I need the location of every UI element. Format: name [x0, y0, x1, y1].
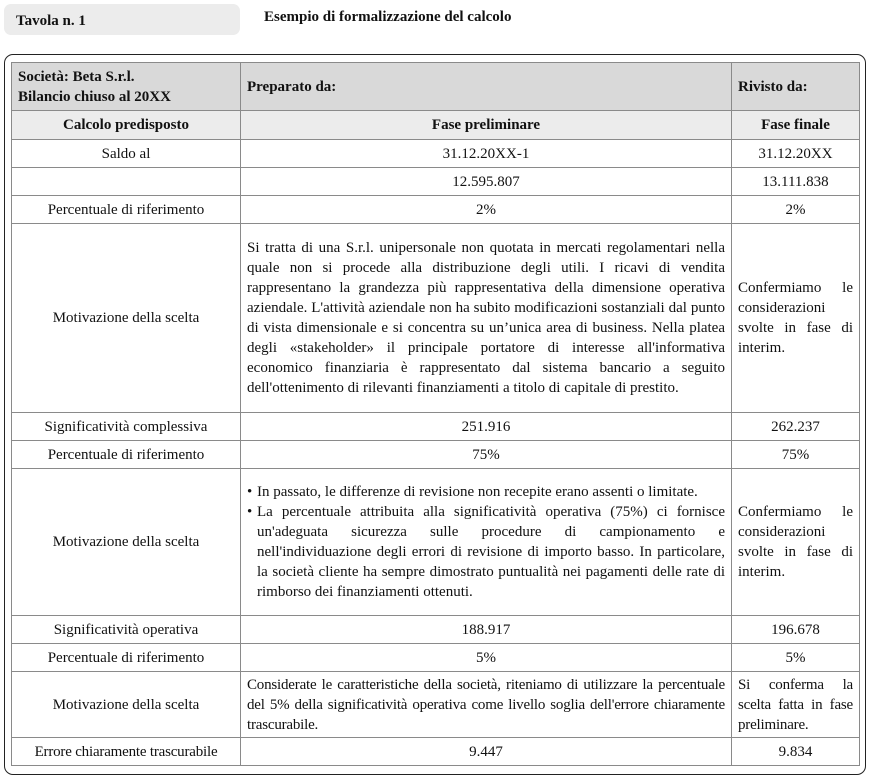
table-row [12, 644, 860, 672]
prepared-by-cell: Preparato da: [241, 63, 732, 111]
row-label: Motivazione della scelta [12, 672, 241, 738]
column-header-row [12, 111, 860, 140]
table-number-label: Tavola n. 1 [16, 13, 86, 29]
finale-value: 5% [732, 644, 860, 672]
table-row [12, 441, 860, 469]
finale-value: 13.111.838 [732, 168, 860, 196]
table-row [12, 140, 860, 168]
bullet-item: • In passato, le differenze di revisione non recepite erano assenti o limitate. [247, 482, 725, 502]
row-label: Percentuale di riferimento [12, 441, 241, 469]
preliminare-value: 251.916 [241, 413, 732, 441]
row-label [12, 168, 241, 196]
preliminare-motivation: Considerate le caratteristiche della società, riteniamo di utilizzare la percentuale del 5% della significatività operativa come livello soglia dell'errore chiaramente trascurabile. [241, 672, 732, 738]
company-info-cell [12, 63, 241, 111]
motivation-bullet-list [247, 482, 725, 602]
finale-value: 262.237 [732, 413, 860, 441]
preliminare-value: 31.12.20XX-1 [241, 140, 732, 168]
row-label: Motivazione della scelta [12, 469, 241, 616]
preliminare-value: 75% [241, 441, 732, 469]
table-row [12, 469, 860, 616]
table-row [12, 196, 860, 224]
preliminare-value: 12.595.807 [241, 168, 732, 196]
row-label: Percentuale di riferimento [12, 644, 241, 672]
column-header-calcolo: Calcolo predisposto [12, 111, 241, 140]
finale-motivation: Si conferma la scelta fatta in fase preliminare. [732, 672, 860, 738]
table-title: Esempio di formalizzazione del calcolo [264, 9, 512, 25]
preliminare-motivation [241, 469, 732, 616]
row-label: Significatività complessiva [12, 413, 241, 441]
column-header-finale: Fase finale [732, 111, 860, 140]
preliminare-value: 9.447 [241, 738, 732, 766]
finale-value: 2% [732, 196, 860, 224]
table-row [12, 224, 860, 413]
company-name: Società: Beta S.r.l. [18, 68, 135, 85]
row-label: Errore chiaramente trascurabile [12, 738, 241, 766]
row-label: Percentuale di riferimento [12, 196, 241, 224]
finale-value: 75% [732, 441, 860, 469]
preliminare-value: 2% [241, 196, 732, 224]
row-label: Significatività operativa [12, 616, 241, 644]
finale-value: 31.12.20XX [732, 140, 860, 168]
preliminare-motivation: Si tratta di una S.r.l. unipersonale non quotata in mercati regolamentari nella quale non si procede alla distribuzione degli utili. I ricavi di vendita rappresentano la grandezza più rappresentativa della dimensione operativa aziendale. L'attività aziendale non ha subito modificazioni sostanziali dal punto di vista dimensionale e si concentra su un’unica area di business. Nella platea degli «stakeholder» il principale portatore di interesse all'informativa economico finanziaria è rappresentato dal sistema bancario a seguito dell'ottenimento di rilevanti finanziamenti a titolo di capitale di prestito. [241, 224, 732, 413]
reviewed-by-cell: Rivisto da: [732, 63, 860, 111]
table-number-tab [4, 4, 240, 35]
finale-motivation: Confermiamo le considerazioni svolte in fase di interim. [732, 469, 860, 616]
table-row [12, 616, 860, 644]
table-row [12, 168, 860, 196]
bullet-item: • La percentuale attribuita alla significatività operativa (75%) ci fornisce un'adeguata sicurezza sulle procedure di campionamento e nell'individuazione degli errori di revisione di importo basso. In particolare, la società cliente ha sempre dimostrato puntualità nei pagamenti delle rate di rimborso dei finanziamenti ottenuti. [247, 502, 725, 602]
table-row [12, 413, 860, 441]
header-row [12, 63, 860, 111]
finale-value: 196.678 [732, 616, 860, 644]
preliminare-value: 188.917 [241, 616, 732, 644]
materiality-calculation-table [11, 62, 860, 766]
row-label: Motivazione della scelta [12, 224, 241, 413]
table-row [12, 738, 860, 766]
finale-value: 9.834 [732, 738, 860, 766]
table-row [12, 672, 860, 738]
fiscal-year: Bilancio chiuso al 20XX [18, 88, 171, 105]
row-label: Saldo al [12, 140, 241, 168]
finale-motivation: Confermiamo le considerazioni svolte in fase di interim. [732, 224, 860, 413]
preliminare-value: 5% [241, 644, 732, 672]
column-header-preliminare: Fase preliminare [241, 111, 732, 140]
